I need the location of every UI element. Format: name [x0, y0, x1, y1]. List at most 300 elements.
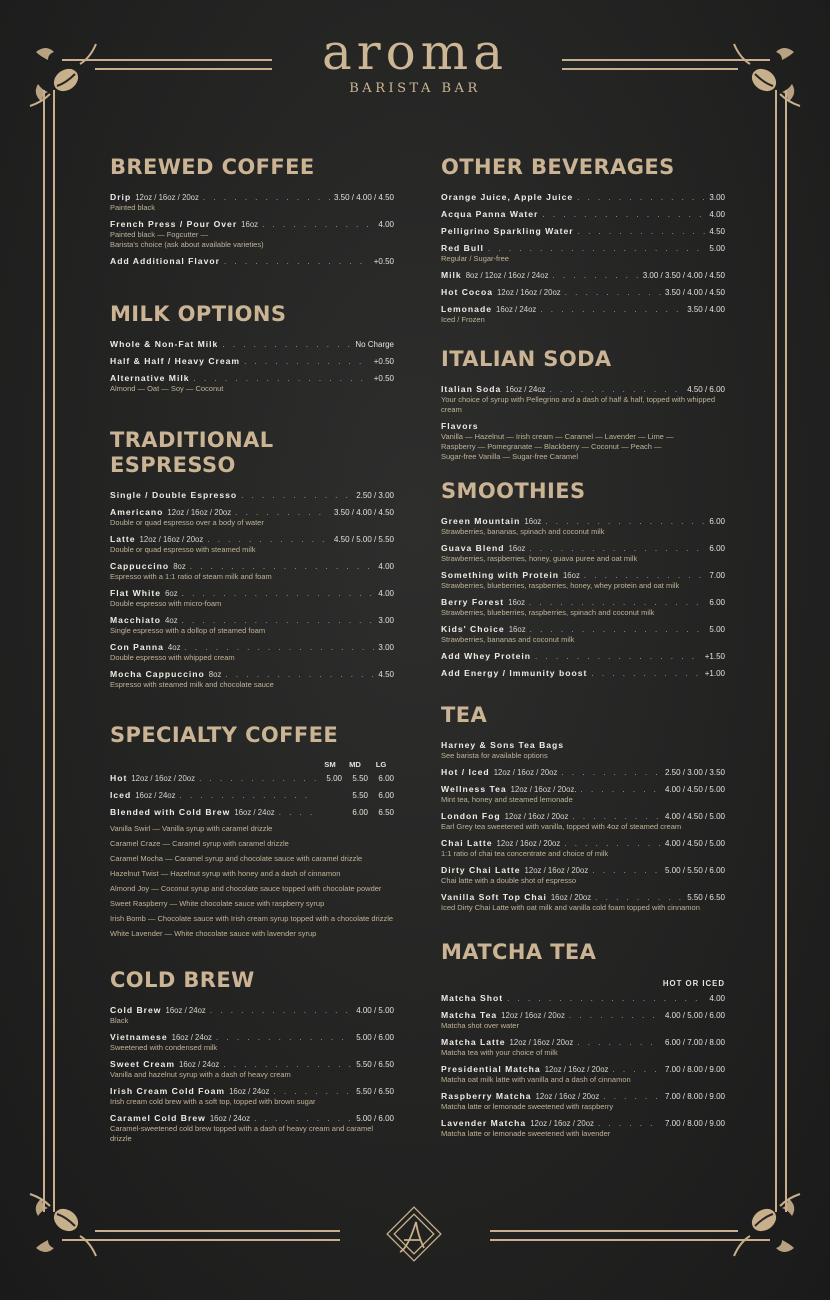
item-price: 7.00 / 8.00 / 9.00 — [664, 1065, 725, 1074]
item-line — [441, 570, 725, 581]
dot-leader — [182, 615, 375, 626]
item-size: 12oz / 16oz / 20oz — [535, 1092, 600, 1101]
item-size: 16oz / 24oz — [495, 305, 537, 314]
section-title — [110, 428, 394, 478]
section-title: BREWED COFFEE — [110, 155, 315, 179]
item-name: Add Additional Flavor — [110, 256, 220, 266]
item-price-md: 5.50 — [352, 791, 368, 800]
dot-leader — [569, 1010, 661, 1021]
item-size: 16oz / 24oz — [209, 1114, 251, 1123]
item-size: 12oz / 16oz / 20oz — [493, 768, 558, 777]
item-line — [441, 624, 725, 635]
item-name: Chai Latte — [441, 838, 493, 848]
item-description: Sweetened with condensed milk — [110, 1043, 218, 1052]
menu-item — [110, 192, 394, 213]
item-description: Irish cream cold brew with a soft top, topped with brown sugar — [110, 1097, 316, 1106]
item-price: 4.50 — [709, 227, 725, 236]
menu-item — [110, 1032, 394, 1053]
dot-leader — [224, 256, 370, 267]
menu-item — [441, 784, 725, 805]
item-price: 4.00 — [378, 220, 394, 229]
item-name: Lavender Matcha — [441, 1118, 527, 1128]
item-size: 16oz — [508, 625, 526, 634]
item-list — [441, 740, 725, 913]
flavors-line: Vanilla — Hazelnut — Irish cream — Caramel — Lavender — Lime — — [441, 432, 674, 441]
item-price: 4.50 — [378, 670, 394, 679]
item-size: 16oz — [508, 598, 526, 607]
section-title-line2: ESPRESSO — [110, 453, 236, 477]
item-line — [110, 219, 394, 230]
item-price-md: 5.50 — [352, 774, 368, 783]
item-name: Kids' Choice — [441, 624, 505, 634]
dot-leader — [578, 226, 706, 237]
menu-item — [441, 767, 725, 778]
item-name: Milk — [441, 270, 462, 280]
dot-leader — [507, 993, 705, 1004]
item-line — [441, 192, 725, 203]
item-line — [441, 651, 725, 662]
menu-item — [110, 561, 394, 582]
item-price-sm: 5.00 — [326, 774, 342, 783]
item-name: Alternative Milk — [110, 373, 190, 383]
item-price: 4.00 / 5.00 — [356, 1006, 394, 1015]
variety-item: Caramel Craze — Caramel syrup with caramel drizzle — [110, 839, 289, 848]
item-description: Matcha oat milk latte with vanilla and a dash of cinnamon — [441, 1075, 631, 1084]
flavors-line: Sugar-free Vanilla — Sugar-free Caramel — [441, 452, 579, 461]
item-line — [441, 516, 725, 527]
dot-leader — [612, 1064, 661, 1075]
dot-leader — [577, 192, 705, 203]
menu-item — [441, 1091, 725, 1112]
item-price: 5.50 / 6.50 — [356, 1060, 394, 1069]
item-description: Mint tea, honey and steamed lemonade — [441, 795, 573, 804]
section-title: OTHER BEVERAGES — [441, 155, 675, 179]
item-name: Presidential Matcha — [441, 1064, 541, 1074]
size-headers — [110, 760, 394, 769]
item-description: Barista's choice (ask about available varieties) — [110, 240, 264, 249]
item-size: 12oz / 16oz / 20oz — [131, 774, 196, 783]
item-description: See barista for available options — [441, 751, 548, 760]
item-description: Matcha latte or lemonade sweetened with lavender — [441, 1129, 611, 1138]
item-price: 7.00 — [709, 571, 725, 580]
section-title: TEA — [441, 703, 488, 727]
item-line — [441, 543, 725, 554]
item-name: Cappuccino — [110, 561, 170, 571]
menu-item — [441, 811, 725, 832]
item-price: 3.50 / 4.00 — [687, 305, 725, 314]
item-line — [110, 192, 394, 203]
dot-leader — [577, 1037, 661, 1048]
dot-leader — [581, 784, 661, 795]
item-name: Pelligrino Sparkling Water — [441, 226, 574, 236]
item-price: 4.00 — [378, 589, 394, 598]
item-price: 2.50 / 3.00 — [356, 491, 394, 500]
item-description: Espresso with a 1:1 ratio of steam milk and foam — [110, 572, 272, 581]
item-price: 4.00 / 4.50 / 5.00 — [664, 812, 725, 821]
item-line — [110, 669, 394, 680]
menu-item — [441, 1118, 725, 1139]
item-size: 16oz — [524, 517, 542, 526]
item-line — [110, 373, 394, 384]
item-price: 4.00 / 4.50 / 5.00 — [664, 839, 725, 848]
item-name: Mocha Cappuccino — [110, 669, 205, 679]
item-size: 16oz / 24oz — [135, 791, 176, 800]
dot-leader — [488, 243, 706, 254]
dot-leader — [561, 767, 661, 778]
item-description: Matcha shot over water — [441, 1021, 519, 1030]
item-line — [441, 1010, 725, 1021]
item-name: Half & Half / Heavy Cream — [110, 356, 241, 366]
menu-item — [110, 773, 394, 784]
dot-leader — [182, 588, 375, 599]
item-line — [110, 588, 394, 599]
item-list — [110, 490, 394, 690]
variety-list — [110, 824, 394, 939]
section-italian-soda — [441, 347, 725, 468]
menu-item — [441, 304, 725, 325]
menu-item — [441, 1064, 725, 1085]
item-size: 16oz — [241, 220, 259, 229]
item-name: Iced — [110, 790, 132, 800]
item-name: Sweet Cream — [110, 1059, 175, 1069]
menu-item — [441, 1010, 725, 1031]
item-price: 3.00 / 3.50 / 4.00 / 4.50 — [642, 271, 725, 280]
dot-leader — [530, 624, 706, 635]
item-description: Painted black — [110, 203, 156, 212]
item-size: 16oz / 24oz — [178, 1060, 220, 1069]
item-list — [110, 192, 394, 267]
item-list — [441, 993, 725, 1139]
dot-leader — [222, 339, 351, 350]
item-line — [441, 740, 725, 751]
item-description: Regular / Sugar-free — [441, 254, 509, 263]
item-size: 12oz / 16oz / 20oz — [501, 1011, 565, 1020]
item-description: Strawberries, blueberries, raspberries, spinach and coconut milk — [441, 608, 655, 617]
menu-item — [441, 668, 725, 679]
section-specialty-coffee — [110, 723, 394, 944]
item-price: 2.50 / 3.00 / 3.50 — [664, 768, 725, 777]
section-title: MILK OPTIONS — [110, 302, 287, 326]
item-line — [110, 356, 394, 367]
dot-leader — [565, 287, 661, 298]
item-size: 4oz — [165, 616, 178, 625]
item-description: Iced Dirty Chai Latte with oat milk and vanilla cold foam topped with cinnamon — [441, 903, 700, 912]
item-size: 12oz / 16oz / 20oz — [544, 1065, 609, 1074]
section-tea — [441, 703, 725, 919]
dot-leader — [190, 561, 375, 572]
item-size: 12oz / 16oz / 20oz — [496, 839, 561, 848]
dot-leader — [194, 373, 370, 384]
item-description: Caramel-sweetened cold brew topped with a dash of heavy cream and caramel drizzle — [110, 1124, 374, 1143]
item-price: 6.00 — [709, 544, 725, 553]
item-price: 4.00 — [378, 562, 394, 571]
menu-item — [110, 339, 394, 350]
menu-item — [110, 534, 394, 555]
item-price: 4.50 / 6.00 — [687, 385, 725, 394]
menu-item — [110, 219, 394, 250]
item-name: Macchiato — [110, 615, 162, 625]
menu-item — [441, 209, 725, 220]
item-description: Almond — Oat — Soy — Coconut — [110, 384, 224, 393]
item-price: 6.00 — [709, 517, 725, 526]
item-price: +0.50 — [373, 374, 394, 383]
menu-item — [110, 1113, 394, 1144]
item-line — [441, 287, 725, 298]
item-name: Hot — [110, 773, 128, 783]
section-title: SMOOTHIES — [441, 479, 586, 503]
item-line — [110, 790, 394, 801]
menu-item — [110, 588, 394, 609]
item-description: Strawberries, blueberries, raspberries, honey, whey protein and oat milk — [441, 581, 680, 590]
menu-item — [110, 790, 394, 801]
dot-leader — [254, 1113, 352, 1124]
dot-leader — [203, 192, 330, 203]
item-name: Matcha Tea — [441, 1010, 498, 1020]
item-size: 16oz — [562, 571, 580, 580]
item-price: 3.50 / 4.00 / 4.50 — [333, 508, 394, 517]
menu-item — [441, 192, 725, 203]
item-price: +1.00 — [704, 669, 725, 678]
menu-item — [441, 865, 725, 886]
menu-item — [441, 993, 725, 1004]
item-price: 5.00 / 5.50 / 6.00 — [664, 866, 725, 875]
dot-leader — [279, 807, 316, 818]
item-price: 5.00 — [709, 625, 725, 634]
header-sm: SM — [324, 760, 336, 769]
menu-item — [441, 384, 725, 415]
item-line — [441, 1091, 725, 1102]
item-name: Caramel Cold Brew — [110, 1113, 206, 1123]
item-price: 4.00 / 5.00 / 6.00 — [664, 1011, 725, 1020]
dot-leader — [235, 507, 330, 518]
item-name: Raspberry Matcha — [441, 1091, 532, 1101]
item-description: Matcha latte or lemonade sweetened with raspberry — [441, 1102, 614, 1111]
item-name: London Fog — [441, 811, 501, 821]
menu-item — [441, 270, 725, 281]
item-line — [441, 784, 725, 795]
item-name: Drip — [110, 192, 132, 202]
item-price: +1.50 — [704, 652, 725, 661]
item-size: 8oz / 12oz / 16oz / 24oz — [465, 271, 549, 280]
menu-item — [441, 570, 725, 591]
section-smoothies — [441, 479, 725, 685]
dot-leader — [592, 865, 661, 876]
menu-item — [110, 1005, 394, 1026]
section-cold-brew — [110, 968, 394, 1150]
section-title: SPECIALTY COFFEE — [110, 723, 339, 747]
variety-item: Hazelnut Twist — Hazelnut syrup with honey and a dash of cinnamon — [110, 869, 341, 878]
dot-leader — [591, 668, 700, 679]
item-price: 4.00 — [709, 994, 725, 1003]
item-size: 12oz / 16oz / 20oz — [524, 866, 589, 875]
variety-item: Caramel Mocha — Caramel syrup and chocolate sauce with caramel drizzle — [110, 854, 363, 863]
item-description: Iced / Frozen — [441, 315, 485, 324]
item-line — [441, 892, 725, 903]
item-description: Your choice of syrup with Pellegrino and a dash of half & half, topped with whipped cream — [441, 395, 716, 414]
flavors-label: Flavors — [441, 421, 479, 431]
dot-leader — [542, 209, 705, 220]
item-description: Strawberries, bananas, spinach and coconut milk — [441, 527, 605, 536]
item-name: Green Mountain — [441, 516, 521, 526]
item-description: Vanilla and hazelnut syrup with a dash of heavy cream — [110, 1070, 291, 1079]
item-size: 8oz — [208, 670, 222, 679]
item-name: Matcha Shot — [441, 993, 504, 1003]
item-price: 4.00 / 4.50 / 5.00 — [664, 785, 725, 794]
item-line — [110, 642, 394, 653]
dot-leader — [225, 669, 374, 680]
variety-item: Vanilla Swirl — Vanilla syrup with caramel drizzle — [110, 824, 273, 833]
item-line — [110, 1059, 394, 1070]
item-price: 5.00 / 6.00 — [356, 1114, 394, 1123]
item-price: 4.50 / 5.00 / 5.50 — [333, 535, 394, 544]
variety-item: White Lavender — White chocolate sauce with lavender syrup — [110, 929, 317, 938]
item-line — [441, 865, 725, 876]
item-name: Hot Cocoa — [441, 287, 493, 297]
menu-item — [441, 287, 725, 298]
item-description: Double espresso with whipped cream — [110, 653, 235, 662]
item-name: Con Panna — [110, 642, 164, 652]
item-price: No Charge — [355, 340, 394, 349]
item-size: 12oz / 16oz / 20oz — [167, 508, 232, 517]
item-line — [110, 534, 394, 545]
dot-leader — [216, 1032, 352, 1043]
item-price-md: 6.00 — [352, 808, 368, 817]
menu-item — [110, 356, 394, 367]
item-line — [110, 561, 394, 572]
item-line — [441, 668, 725, 679]
item-size: 12oz / 16oz / 20oz. — [510, 785, 577, 794]
item-line — [110, 773, 394, 784]
dot-leader — [262, 219, 374, 230]
item-line — [110, 1005, 394, 1016]
specialty-list — [110, 773, 394, 818]
item-line — [441, 811, 725, 822]
item-size: 16oz / 20oz — [550, 893, 592, 902]
item-line — [110, 1113, 394, 1124]
item-size: 16oz — [508, 544, 526, 553]
dot-leader — [180, 790, 316, 801]
menu-item — [441, 1037, 725, 1058]
item-size: 12oz / 16oz / 20oz — [139, 535, 204, 544]
dot-leader — [529, 597, 705, 608]
item-name: Blended with Cold Brew — [110, 807, 231, 817]
dot-leader — [241, 490, 352, 501]
item-price: 6.00 — [709, 598, 725, 607]
item-name: Single / Double Espresso — [110, 490, 238, 500]
item-size: 12oz / 16oz / 20oz — [135, 193, 199, 202]
item-description: Double or quad espresso with steamed milk — [110, 545, 256, 554]
menu-item — [441, 740, 725, 761]
item-size: 12oz / 16oz / 20oz — [496, 288, 561, 297]
section-title: MATCHA TEA — [441, 940, 597, 964]
dot-leader — [535, 651, 701, 662]
item-description: Matcha tea with your choice of milk — [441, 1048, 558, 1057]
item-list — [441, 384, 725, 415]
item-line — [441, 767, 725, 778]
menu-item — [110, 256, 394, 267]
menu-item — [110, 807, 394, 818]
item-name: Flat White — [110, 588, 162, 598]
section-matcha-tea — [441, 940, 725, 1145]
item-name: Vietnamese — [110, 1032, 168, 1042]
item-description: Strawberries, bananas and coconut milk — [441, 635, 575, 644]
item-price: 3.00 — [378, 643, 394, 652]
dot-leader — [595, 892, 683, 903]
variety-item: Irish Bomb — Chocolate sauce with Irish cream syrup topped with a chocolate drizzle — [110, 914, 394, 923]
section-title-line1: TRADITIONAL — [110, 428, 274, 452]
item-price: 5.00 / 6.00 — [356, 1033, 394, 1042]
item-name: Latte — [110, 534, 136, 544]
item-size: 12oz / 16oz / 20oz — [509, 1038, 574, 1047]
dot-leader — [584, 570, 706, 581]
dot-leader — [207, 534, 330, 545]
item-name: Matcha Latte — [441, 1037, 506, 1047]
section-other-beverages — [441, 155, 725, 331]
item-name: Cold Brew — [110, 1005, 162, 1015]
menu-item — [110, 507, 394, 528]
item-name: Wellness Tea — [441, 784, 507, 794]
section-title: ITALIAN SODA — [441, 347, 612, 371]
item-size: 16oz / 24oz — [229, 1087, 270, 1096]
menu-item — [110, 1059, 394, 1080]
item-price: 3.50 / 4.00 / 4.50 — [664, 288, 725, 297]
item-line — [110, 615, 394, 626]
item-line — [441, 1064, 725, 1075]
item-name: Whole & Non-Fat Milk — [110, 339, 219, 349]
item-description: Painted black — Fogcutter — — [110, 230, 208, 239]
item-size: 16oz / 24oz — [234, 808, 275, 817]
item-name: Italian Soda — [441, 384, 502, 394]
menu-item — [441, 243, 725, 264]
item-name: Dirty Chai Latte — [441, 865, 521, 875]
item-list — [110, 339, 394, 394]
menu-item — [441, 543, 725, 564]
monogram-a-icon — [387, 1207, 441, 1261]
item-line — [110, 507, 394, 518]
item-description: Espresso with steamed milk and chocolate sauce — [110, 680, 274, 689]
item-name: Something with Protein — [441, 570, 559, 580]
item-line — [110, 339, 394, 350]
item-name: Acqua Panna Water — [441, 209, 539, 219]
dot-leader — [553, 270, 639, 281]
item-size: 12oz / 16oz / 20oz — [530, 1119, 594, 1128]
item-name: Berry Forest — [441, 597, 505, 607]
section-brewed-coffee — [110, 155, 394, 273]
item-price-lg: 6.00 — [378, 774, 394, 783]
item-name: Hot / Iced — [441, 767, 490, 777]
item-price-lg: 6.50 — [378, 808, 394, 817]
menu-item — [441, 651, 725, 662]
dot-leader — [564, 838, 661, 849]
item-size: 16oz / 24oz — [165, 1006, 206, 1015]
item-line — [441, 243, 725, 254]
item-price: 5.50 / 6.50 — [687, 893, 725, 902]
dot-leader — [184, 642, 374, 653]
dot-leader — [540, 304, 683, 315]
item-description: Double or quad espresso over a body of water — [110, 518, 264, 527]
dot-leader — [244, 356, 370, 367]
dot-leader — [572, 811, 661, 822]
hot-or-iced-label: HOT OR ICED — [662, 979, 725, 988]
item-name: Add Energy / Immunity boost — [441, 668, 588, 678]
item-name: Orange Juice, Apple Juice — [441, 192, 574, 202]
item-price-lg: 6.00 — [378, 791, 394, 800]
item-description: Earl Grey tea sweetened with vanilla, topped with 4oz of steamed cream — [441, 822, 682, 831]
item-size: 12oz / 16oz / 20oz — [504, 812, 569, 821]
item-size: 16oz / 24oz — [505, 385, 546, 394]
menu-item — [110, 615, 394, 636]
menu-item — [110, 490, 394, 501]
